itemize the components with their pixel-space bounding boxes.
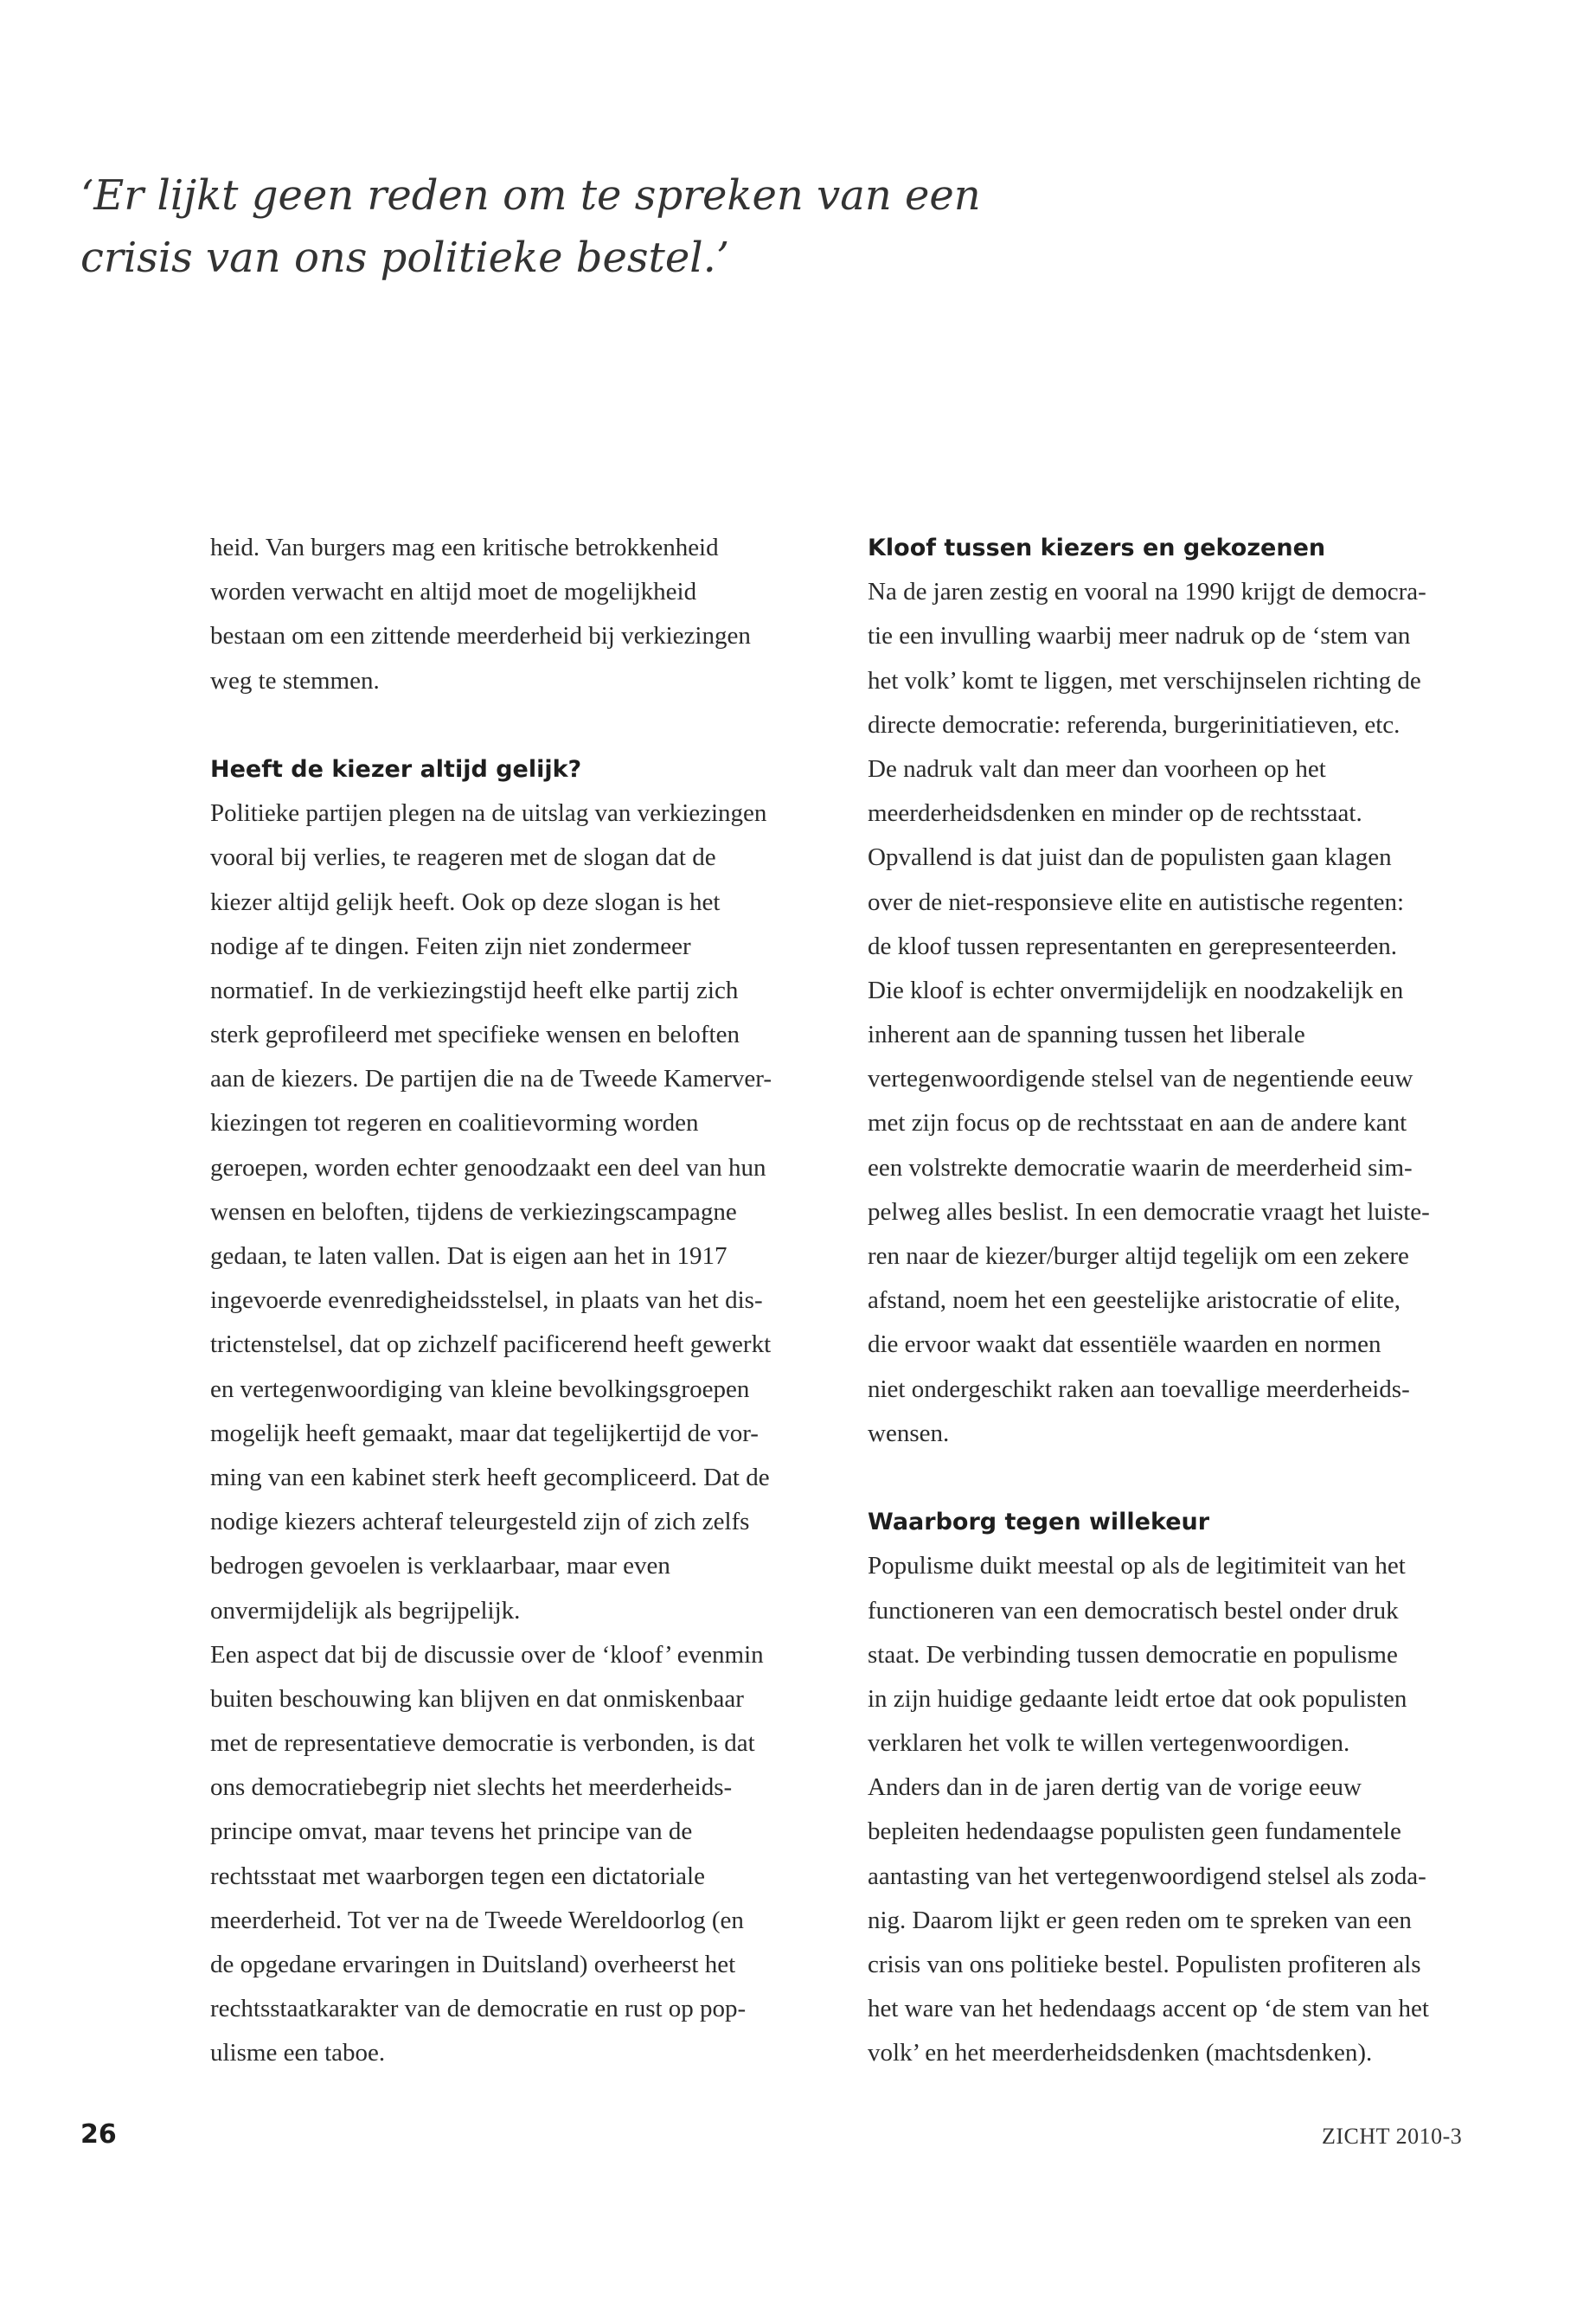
text-line: ons democratiebegrip niet slechts het meerderheids- [210,1773,733,1802]
text-line: ming van een kabinet sterk heeft gecompliceerd. Dat de [210,1463,770,1491]
pull-quote [80,164,981,289]
intro-paragraph [210,526,816,703]
text-line: trictenstelsel, dat op zichzelf pacificerend heeft gewerkt [210,1330,772,1359]
text-line: wensen en beloften, tijdens de verkiezingscampagne [210,1197,737,1226]
text-line: crisis van ons politieke bestel. Populisten profiteren als [868,1951,1421,1978]
text-line: tie een invulling waarbij meer nadruk op de ‘stem van [868,622,1411,651]
page-number: 26 [80,2119,117,2150]
text-line: Die kloof is echter onvermijdelijk en noodzakelijk en [868,976,1404,1004]
section-body [210,792,816,2075]
left-column [210,526,816,2076]
text-line: meerderheid. Tot ver na de Tweede Wereldoorlog (en [210,1906,744,1934]
text-line: inherent aan de spanning tussen het liberale [868,1021,1305,1049]
text-line: rechtsstaatkarakter van de democratie en rust op pop- [210,1995,747,2023]
text-line: sterk geprofileerd met specifieke wensen en beloften [210,1021,740,1049]
text-line: gedaan, te laten vallen. Dat is eigen aan het in 1917 [210,1242,727,1270]
text-line: Anders dan in de jaren dertig van de vorige eeuw [868,1773,1362,1802]
text-line: meerderheidsdenken en minder op de rechtsstaat. [868,799,1362,828]
section-body [868,1544,1490,2075]
section-body [868,570,1490,1456]
text-line: rechtsstaat met waarborgen tegen een dictatoriale [210,1862,705,1890]
right-column [868,526,1490,2076]
text-line: De nadruk valt dan meer dan voorheen op het [868,754,1326,783]
section-heading: Heeft de kiezer altijd gelijk? [210,755,582,783]
text-line: Opvallend is dat juist dan de populisten gaan klagen [868,843,1392,872]
pull-quote-line: crisis van ons politieke bestel.’ [80,234,730,282]
text-line: functioneren van een democratisch bestel onder druk [868,1596,1399,1625]
text-line: principe omvat, maar tevens het principe van de [210,1817,693,1846]
text-line: nig. Daarom lijkt er geen reden om te spreken van een [868,1906,1412,1934]
text-line: bestaan om een zittende meerderheid bij verkiezingen [210,622,751,651]
text-line: mogelijk heeft gemaakt, maar dat tegelijkertijd de vor- [210,1419,759,1447]
text-line: bepleiten hedendaagse populisten geen fundamentele [868,1817,1401,1846]
text-line: ulisme een taboe. [210,2039,386,2067]
text-line: Een aspect dat bij de discussie over de ‘kloof’ evenmin [210,1640,764,1669]
text-line: verklaren het volk te willen vertegenwoordigen. [868,1729,1350,1758]
text-line: het ware van het hedendaags accent op ‘de stem van het [868,1995,1429,2023]
text-line: ren naar de kiezer/burger altijd tegelijk om een zekere [868,1242,1409,1270]
text-line: aantasting van het vertegenwoordigend stelsel als zoda- [868,1862,1426,1890]
text-line: staat. De verbinding tussen democratie en populisme [868,1640,1398,1669]
text-line: onvermijdelijk als begrijpelijk. [210,1596,521,1625]
text-line: ingevoerde evenredigheidsstelsel, in plaats van het dis- [210,1286,763,1315]
text-line: die ervoor waakt dat essentiële waarden en normen [868,1330,1381,1359]
text-line: over de niet-responsieve elite en autistische regenten: [868,888,1405,916]
text-line: pelweg alles beslist. In een democratie vraagt het luiste- [868,1197,1430,1226]
text-line: bedrogen gevoelen is verklaarbaar, maar even [210,1552,670,1580]
section-heading: Waarborg tegen willekeur [868,1509,1210,1536]
text-line: geroepen, worden echter genoodzaakt een deel van hun [210,1153,766,1182]
text-line: weg te stemmen. [210,666,380,695]
journal-reference: ZICHT 2010-3 [1322,2124,1463,2149]
text-line: aan de kiezers. De partijen die na de Tweede Kamerver- [210,1065,772,1093]
pull-quote-line: ‘Er lijkt geen reden om te spreken van een [80,171,981,220]
text-line: heid. Van burgers mag een kritische betrokkenheid [210,534,719,561]
text-line: met de representatieve democratie is verbonden, is dat [210,1729,755,1758]
section-heading: Kloof tussen kiezers en gekozenen [868,535,1326,561]
text-line: kiezingen tot regeren en coalitievorming worden [210,1109,699,1138]
text-line: nodige kiezers achteraf teleurgesteld zijn of zich zelfs [210,1508,750,1536]
text-line: vertegenwoordigende stelsel van de negentiende eeuw [868,1065,1413,1093]
text-line: kiezer altijd gelijk heeft. Ook op deze slogan is het [210,888,721,916]
text-line: worden verwacht en altijd moet de mogelijkheid [210,578,697,606]
text-line: in zijn huidige gedaante leidt ertoe dat ook populisten [868,1684,1407,1713]
text-line: een volstrekte democratie waarin de meerderheid sim- [868,1153,1413,1182]
text-line: Populisme duikt meestal op als de legitimiteit van het [868,1552,1406,1580]
text-line: de kloof tussen representanten en gerepresenteerden. [868,932,1397,960]
text-line: nodige af te dingen. Feiten zijn niet zondermeer [210,932,691,960]
text-line: Na de jaren zestig en vooral na 1990 krijgt de democra- [868,578,1426,606]
text-line: directe democratie: referenda, burgerinitiatieven, etc. [868,710,1401,739]
text-line: buiten beschouwing kan blijven en dat onmiskenbaar [210,1684,744,1713]
text-line: met zijn focus op de rechtsstaat en aan de andere kant [868,1109,1407,1138]
text-line: en vertegenwoordiging van kleine bevolkingsgroepen [210,1375,750,1403]
text-line: normatief. In de verkiezingstijd heeft elke partij zich [210,976,739,1004]
text-line: Politieke partijen plegen na de uitslag van verkiezingen [210,799,767,828]
text-line: de opgedane ervaringen in Duitsland) overheerst het [210,1951,736,1978]
text-line: het volk’ komt te liggen, met verschijnselen richting de [868,666,1421,695]
text-line: volk’ en het meerderheidsdenken (machtsdenken). [868,2039,1373,2067]
text-line: afstand, noem het een geestelijke aristocratie of elite, [868,1286,1401,1315]
text-line: niet ondergeschikt raken aan toevallige meerderheids- [868,1375,1410,1403]
text-line: wensen. [868,1419,950,1447]
text-line: vooral bij verlies, te reageren met de slogan dat de [210,843,716,872]
